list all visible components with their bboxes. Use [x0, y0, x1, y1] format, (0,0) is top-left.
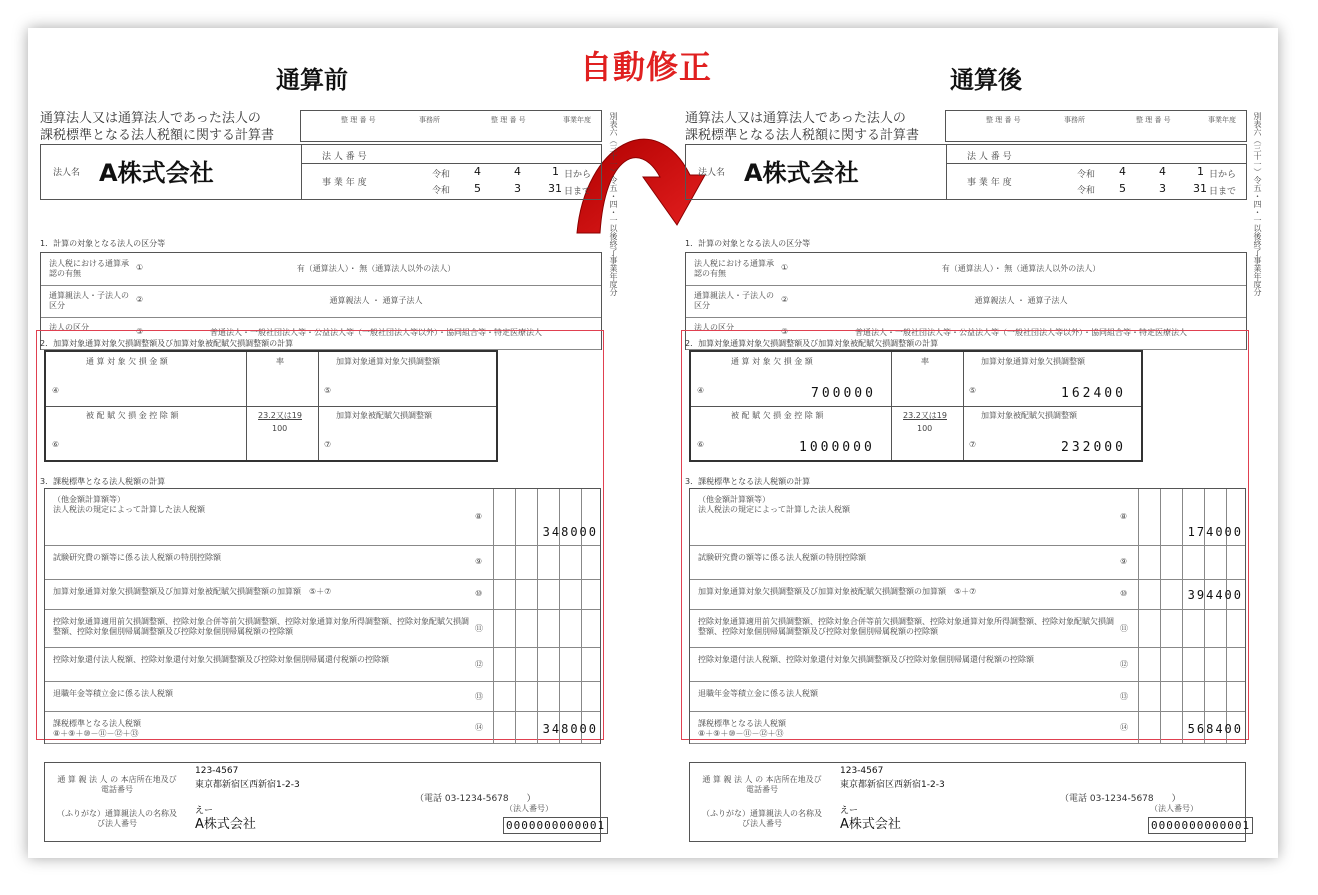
section-2-title: 2．加算対象通算対象欠損調整額及び加算対象被配賦欠損調整額の計算 [40, 339, 294, 348]
section-3-row: 試験研究費の額等に係る法人税額の特別控除額 ⑨ [45, 545, 600, 580]
section-3-row: 控除対象還付法人税額、控除対象還付対象欠損調整額及び控除対象個別帰属還付税額の控除額 ⑫ [690, 647, 1245, 682]
add-adj-amount: 162400 [1061, 386, 1126, 401]
section-3-row: （他金額計算額等） 法人税法の規定によって計算した法人税額 ⑧ 174000 [690, 489, 1245, 546]
section-1-row: 法人税における通算承認の有無 ① 有（通算法人）・ 無（通算法人以外の法人） [41, 253, 601, 286]
section-3-table [44, 488, 601, 744]
section-3-row: 控除対象還付法人税額、控除対象還付対象欠損調整額及び控除対象個別帰属還付税額の控除額 ⑫ [45, 647, 600, 682]
side-text-before: 別表六（三十一）令五・四・一以後終了事業年度分 [609, 112, 618, 296]
form-after [685, 110, 1251, 870]
section-1-row: 法人の区分 ③ 普通法人・一般社団法人等・公益法人等（一般社団法人等以外）・協同組合等・特定医療法人 [41, 317, 601, 350]
fiscal-year: 事 業 年 度 令和 令和 4 4 1 日から 5 3 31 日まで [946, 163, 1247, 199]
corp-label: 法人名 [698, 168, 726, 178]
section-3-row: 控除対象通算適用前欠損調整額、控除対象合併等前欠損調整額、控除対象通算対象所得調整額、控除対象配賦欠損調整額、控除対象個別帰属調整額及び控除対象個別帰属税額の控除額 ⑪ [45, 609, 600, 648]
corp-label: 法人名 [53, 168, 81, 178]
section-2-title: 2．加算対象通算対象欠損調整額及び加算対象被配賦欠損調整額の計算 [685, 339, 939, 348]
alloc-amount: 1000000 [799, 440, 875, 455]
section-3-row: 課税標準となる法人税額 ⑧＋⑨＋⑩－⑪－⑫＋⑬ ⑭ 348000 [45, 711, 600, 744]
section-1-row: 法人の区分 ③ 普通法人・一般社団法人等・公益法人等（一般社団法人等以外）・協同組合等・特定医療法人 [686, 317, 1246, 350]
section-3-row: 退職年金等積立金に係る法人税額 ⑬ [690, 681, 1245, 712]
code-box: 整 理 番 号 事務所 整 理 番 号 事業年度 [300, 110, 602, 142]
section-3-row: 加算対象通算対象欠損調整額及び加算対象被配賦欠損調整額の加算額 ⑤＋⑦ ⑩ 394400 [690, 579, 1245, 610]
section-1-title: 1．計算の対象となる法人の区分等 [40, 239, 166, 248]
section-1-row: 通算親法人・子法人の区分 ② 通算親法人 ・ 通算子法人 [41, 285, 601, 318]
add-amount: 394400 [1187, 588, 1243, 602]
header-auto-correct: 自動修正 [580, 48, 713, 86]
section-1-title: 1．計算の対象となる法人の区分等 [685, 239, 811, 248]
total-amount: 568400 [1187, 722, 1243, 736]
header-before: 通算前 [276, 66, 348, 94]
section-3-table [689, 488, 1246, 744]
form-title: 通算法人又は通算法人であった法人の 課税標準となる法人税額に関する計算書 [685, 111, 920, 143]
corp-name: A株式会社 [99, 159, 214, 187]
section-2-table: 通 算 対 象 欠 損 金 額 率 加算対象通算対象欠損調整額 被 配 賦 欠 損 金 控 除 額 加算対象被配賦欠損調整額 ④ ⑥ ⑤ ⑦ 23.2又は19 100 [44, 350, 498, 462]
section-3-row: 試験研究費の額等に係る法人税額の特別控除額 ⑨ [690, 545, 1245, 580]
corporation-box [40, 144, 602, 200]
corp-name: A株式会社 [744, 159, 859, 187]
form-before [40, 110, 606, 870]
section-3-title: 3．課税標準となる法人税額の計算 [685, 477, 811, 486]
section-1-row: 法人税における通算承認の有無 ① 有（通算法人）・ 無（通算法人以外の法人） [686, 253, 1246, 286]
corp-number-row: 法 人 番 号 [946, 145, 1247, 164]
section-1-row: 通算親法人・子法人の区分 ② 通算親法人 ・ 通算子法人 [686, 285, 1246, 318]
parent-corporation-box: 通 算 親 法 人 の 本店所在地及び電話番号 （ふりがな）通算親法人の名称及び法人番号 123-4567 東京都新宿区西新宿1-2-3 （電話 03-1234-5678 ） えー A株式会社 （法人番号） 0000000000001 [44, 762, 601, 842]
fiscal-year: 事 業 年 度 令和 令和 4 4 1 日から 5 3 31 日まで [301, 163, 602, 199]
total-amount: 348000 [542, 722, 598, 736]
section-3-row: 控除対象通算適用前欠損調整額、控除対象合併等前欠損調整額、控除対象通算対象所得調整額、控除対象配賦欠損調整額、控除対象個別帰属調整額及び控除対象個別帰属税額の控除額 ⑪ [690, 609, 1245, 648]
side-text-after: 別表六（三十一）令五・四・一以後終了事業年度分 [1253, 112, 1262, 296]
section-3-row: 退職年金等積立金に係る法人税額 ⑬ [45, 681, 600, 712]
tax-amount: 348000 [542, 525, 598, 539]
form-title: 通算法人又は通算法人であった法人の 課税標準となる法人税額に関する計算書 [40, 111, 275, 143]
code-box: 整 理 番 号 事務所 整 理 番 号 事業年度 [945, 110, 1247, 142]
header-after: 通算後 [950, 66, 1022, 94]
section-3-row: （他金額計算額等） 法人税法の規定によって計算した法人税額 ⑧ 348000 [45, 489, 600, 546]
section-3-title: 3．課税標準となる法人税額の計算 [40, 477, 166, 486]
parent-corporation-box: 通 算 親 法 人 の 本店所在地及び電話番号 （ふりがな）通算親法人の名称及び法人番号 123-4567 東京都新宿区西新宿1-2-3 （電話 03-1234-5678 ） えー A株式会社 （法人番号） 0000000000001 [689, 762, 1246, 842]
section-3-row: 課税標準となる法人税額 ⑧＋⑨＋⑩－⑪－⑫＋⑬ ⑭ 568400 [690, 711, 1245, 744]
alloc-adj-amount: 232000 [1061, 440, 1126, 455]
tax-amount: 174000 [1187, 525, 1243, 539]
corporation-box [685, 144, 1247, 200]
corp-number-row: 法 人 番 号 [301, 145, 602, 164]
deficit-amount: 700000 [811, 386, 876, 401]
section-3-row: 加算対象通算対象欠損調整額及び加算対象被配賦欠損調整額の加算額 ⑤＋⑦ ⑩ [45, 579, 600, 610]
section-2-table: 通 算 対 象 欠 損 金 額 率 加算対象通算対象欠損調整額 被 配 賦 欠 損 金 控 除 額 加算対象被配賦欠損調整額 ④ ⑥ ⑤ ⑦ 23.2又は19 100 700000 1000000 162400 232000 [689, 350, 1143, 462]
